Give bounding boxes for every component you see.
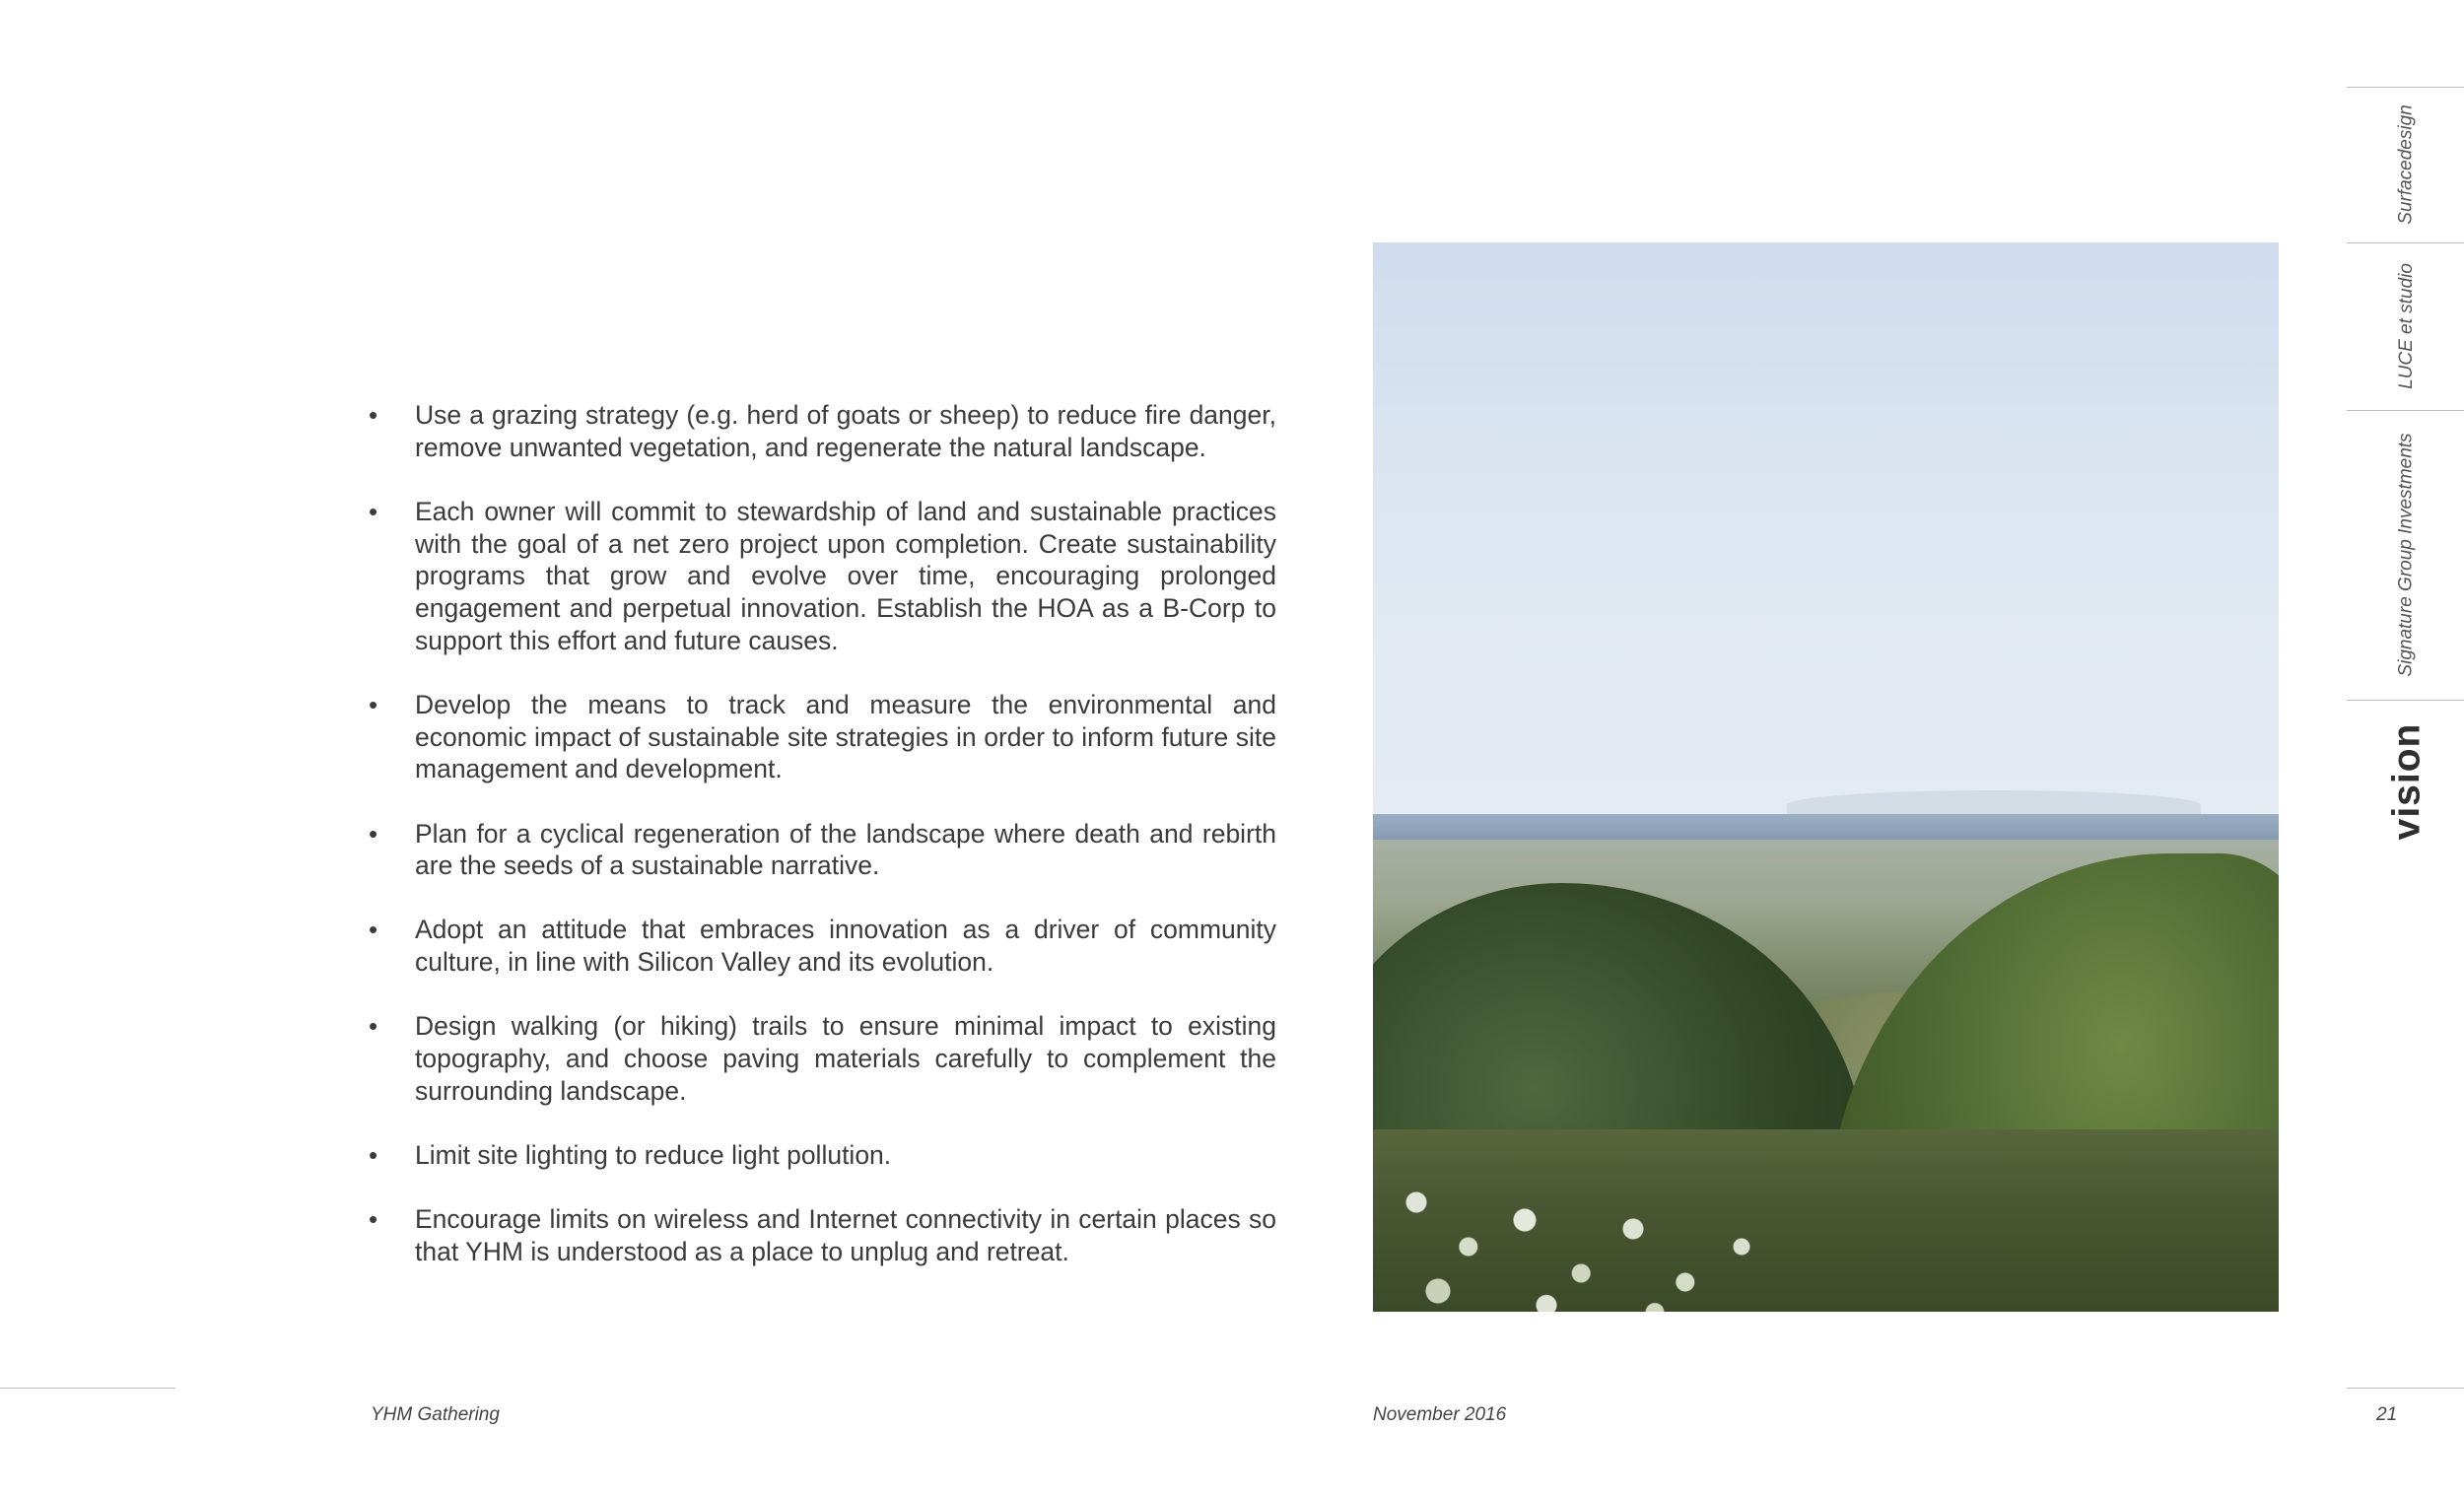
footer-document-title: YHM Gathering — [371, 1404, 500, 1425]
bullet-marker: • — [369, 689, 378, 719]
sidebar-item-vision — [2387, 708, 2427, 855]
list-item — [365, 914, 1276, 978]
sidebar-item-label: Surfacedesign — [2396, 104, 2417, 225]
sidebar-divider — [2347, 700, 2464, 701]
principles-list — [365, 399, 1276, 1300]
sidebar-item-label: vision — [2385, 722, 2429, 841]
list-item — [365, 399, 1276, 463]
list-item — [365, 818, 1276, 882]
list-item-text: Develop the means to track and measure the environmental and economic impact of sustainable site strategies in order to inform future site management and development. — [415, 689, 1276, 784]
list-item — [365, 1010, 1276, 1107]
list-item — [365, 1139, 1276, 1172]
sidebar-item-label: Signature Group Investments — [2396, 433, 2418, 677]
footer-rule-right — [2347, 1388, 2464, 1389]
list-item-text: Adopt an attitude that embraces innovation as a driver of community culture, in line with Silicon Valley and its evolution. — [415, 915, 1276, 978]
sidebar-item-luce-et-studio — [2387, 242, 2427, 410]
list-item — [365, 689, 1276, 785]
bullet-marker: • — [369, 818, 378, 849]
bullet-marker: • — [369, 1139, 378, 1170]
list-item-text: Limit site lighting to reduce light pollution. — [415, 1139, 892, 1170]
list-item — [365, 1203, 1276, 1267]
landscape-photo — [1373, 242, 2279, 1312]
bullet-marker: • — [369, 915, 378, 945]
bullet-marker: • — [369, 1011, 378, 1042]
page-number: 21 — [2376, 1404, 2398, 1425]
sidebar-item-label: LUCE et studio — [2396, 263, 2418, 389]
photo-wildflowers — [1373, 1149, 1807, 1312]
list-item-text: Each owner will commit to stewardship of land and sustainable practices with the goal of a net zero project upon completion. Create sustainability programs that grow and evolve over time, encouraging prolonged engagement and perpetual innovation. Establish the HOA as a B-Corp to support this effort and future causes. — [415, 496, 1276, 655]
list-item-text: Design walking (or hiking) trails to ensure minimal impact to existing topography, and choose paving materials carefully to complement the surrounding landscape. — [415, 1011, 1276, 1106]
list-item — [365, 496, 1276, 657]
bullet-marker: • — [369, 1204, 378, 1235]
list-item-text: Encourage limits on wireless and Internet connectivity in certain places so that YHM is understood as a place to unplug and retreat. — [415, 1204, 1276, 1266]
bullet-marker: • — [369, 400, 378, 430]
footer-rule-left — [0, 1388, 175, 1389]
list-item-text: Plan for a cyclical regeneration of the landscape where death and rebirth are the seeds of a sustainable narrative. — [415, 818, 1276, 881]
bullet-marker: • — [369, 496, 378, 526]
sidebar-item-surfacedesign — [2387, 87, 2427, 242]
list-item-text: Use a grazing strategy (e.g. herd of goats or sheep) to reduce fire danger, remove unwanted vegetation, and regenerate the natural landscape. — [415, 400, 1276, 462]
sidebar-item-signature-group-investments — [2387, 410, 2427, 700]
footer-date: November 2016 — [1373, 1404, 1507, 1425]
